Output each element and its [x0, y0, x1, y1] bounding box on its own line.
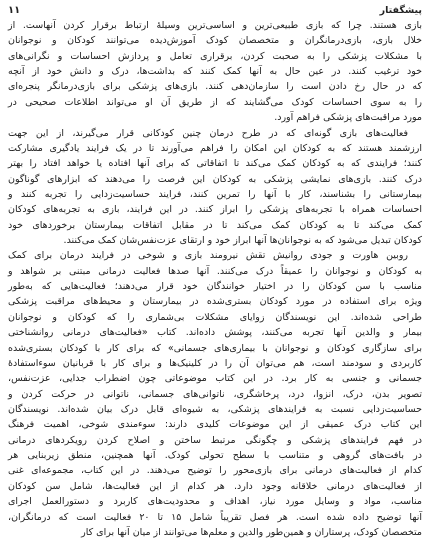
text-line: حساسیت‌زدایی نسبت به فرایندهای پزشکی، به شیوه‌ای قابل درک بیان شده‌اند. نویسندگان — [8, 403, 422, 415]
text-line: را به سوی احساسات کودک می‌گشایند که از طریق آن او می‌تواند اطلاعات صحیحی در — [8, 96, 422, 108]
paragraph — [8, 248, 422, 540]
text-line: کمک می‌کند تا به کودکان کمک می‌کند تا در مقابل اتفاقات بیمارستان برخوردهای خود — [8, 219, 422, 231]
text-line: جسمانی و جنسی به کار برد. در این کتاب موضوعاتی چون اضطراب جدایی، عزت‌نفس، — [8, 373, 422, 385]
text-line: کدام از فعالیت‌های درمانی برای بازی‌محور را توضیح می‌دهند. در این کتاب، مجموعه‌ای غنی — [8, 465, 422, 477]
paragraph — [8, 18, 422, 126]
text-line: کودکان تبدیل می‌شود که به نوجوانان‌ها آنها ابراز خود و ارتقای عزت‌نفس‌شان کمک می‌کنند. — [63, 235, 422, 247]
text-line: این کتاب درک عمیقی از این موضوعات کلیدی دارند: سوءمندی شوخی، اهمیت فرهنگ — [8, 419, 422, 431]
text-line: مناسب با سن کودکان را در اختیار خوانندگان خود قرار می‌دهند؛ فعالیت‌هایی که به‌طور — [8, 281, 422, 293]
running-header-title: پیشگفتار — [379, 4, 422, 16]
text-line: در فهم فرایندهای پزشکی و چگونگی مرتبط ساختن و اصلاح کردن رویکردهای درمانی — [8, 434, 422, 446]
text-line: از فعالیت‌های درمانی خلاقانه وجود دارد. هر کدام از این فعالیت‌ها، شامل سن کودکان — [8, 480, 422, 492]
text-line: فعالیت‌های بازی گونه‌ای که در طرح درمان چنین کودکانی قرار می‌گیرند، از این جهت — [8, 127, 408, 139]
body-text — [8, 18, 422, 538]
text-line: کاربردی و سودمند است، هم می‌توان آن را در کلینیک‌ها و برای کار با قربانیان سوءاستفادهٔ — [8, 357, 422, 369]
text-line: خود ترغیب کنند. در عین حال به آنها کمک کنند که بداشت‌ها، درک و دانش خود از آنچه — [8, 66, 422, 78]
page-header — [8, 2, 422, 18]
text-line: بیمار و والدین آنها تجربه می‌کنند، پوشش داده‌اند. کتاب «فعالیت‌های درمانی روانشناختی — [8, 327, 422, 339]
text-line: بازی هستند. چرا که بازی طبیعی‌ترین و اساسی‌ترین وسیلهٔ ارتباط برقرار کردن آنهاست. از — [8, 20, 422, 31]
text-line: کنند؛ فرایندی که به کودکان کمک می‌کند تا اتفاقاتی که برای آنها افتاده یا خواهد افتاد را بهتر — [8, 158, 422, 170]
text-line: بیمارستانی را بشناسند، کار با آنها را تمرین کنند، فرایند حساسیت‌زدایی را تجربه کنند و — [8, 188, 422, 200]
text-line: ویژه برای استفاده در مورد کودکان بستری‌شده در بیمارستان و محیط‌های مراقبت پزشکی — [8, 296, 422, 308]
text-line: به کودکان و نوجوانان را عمیقاً درک می‌کنند. آنها صدها فعالیت درمانی مبتنی بر شواهد و — [8, 265, 422, 277]
text-line: متخصصان کودک، پرستاران و همین‌طور والدین و معلم‌ها می‌توانند از میان آنها برای کار — [81, 526, 422, 538]
text-line: خلال بازی، بازی‌درمانگران و متخصصان کودک آموزش‌دیده می‌توانند کودکان و نوجوانان — [8, 35, 422, 47]
text-line: احساسات همراه با تجربه‌های پزشکی را ابراز کنند. در این فرایند، بازی به تجربه‌های کودکان — [8, 204, 422, 216]
text-line: برای سازگاری کودکان و نوجوانان با بیماری‌های جسمانی» که برای کار با کودکان بستری‌شده — [8, 342, 422, 354]
text-line: طراحی شده‌اند. این نویسندگان زوایای مشکلات بی‌شماری را که کودکان و نوجوانان — [8, 311, 422, 323]
text-line: تصویر بدن، درک، انزوا، درد، پرخاشگری، ناتوانی‌های جسمانی، ناتوانی در حرکت کردن و — [8, 388, 422, 400]
text-line: درک کنند. بازی‌های نمایشی پزشکی به کودکان این فرصت را می‌دهند که ابزارهای گوناگون — [8, 173, 422, 185]
text-line: که در حال رخ دادن است را سازمان‌دهی کنند. بازی‌های پزشکی برای بازی‌درمانگر پنجره‌ای — [8, 81, 422, 93]
text-line: روبین هاورت و جودی روانیش تقش نیرومند بازی و شوخی در فرایند درمان برای کمک — [8, 250, 408, 262]
text-line: ارزشمند هستند که به کودکان این امکان را فراهم می‌آورند تا در یک فرایند یادگیری مشارکت — [8, 142, 422, 154]
text-line: مورد مراقبت‌های پزشکی فراهم آورد. — [274, 112, 422, 124]
text-line: آنها توضیح داده شده است. هر فصل تقریباً شامل ۱۵ تا ۲۰ فعالیت است که درمانگران، — [8, 511, 422, 523]
text-line: با مشکلات پزشکی را به صحبت کردن، برقراری تعامل و پردازش احساسات و نگرانی‌های — [8, 50, 422, 62]
page-number: ۱۱ — [8, 4, 21, 16]
text-line: مناسب، مواد و وسایل مورد نیاز، اهداف و محدودیت‌های کاربرد و دستورالعمل اجرای — [8, 496, 422, 508]
paragraph — [8, 126, 422, 249]
text-line: در بافت‌های گروهی و متناسب با سطح تحولی کودک. آنها همچنین، منطق زیربنایی هر — [8, 450, 422, 462]
